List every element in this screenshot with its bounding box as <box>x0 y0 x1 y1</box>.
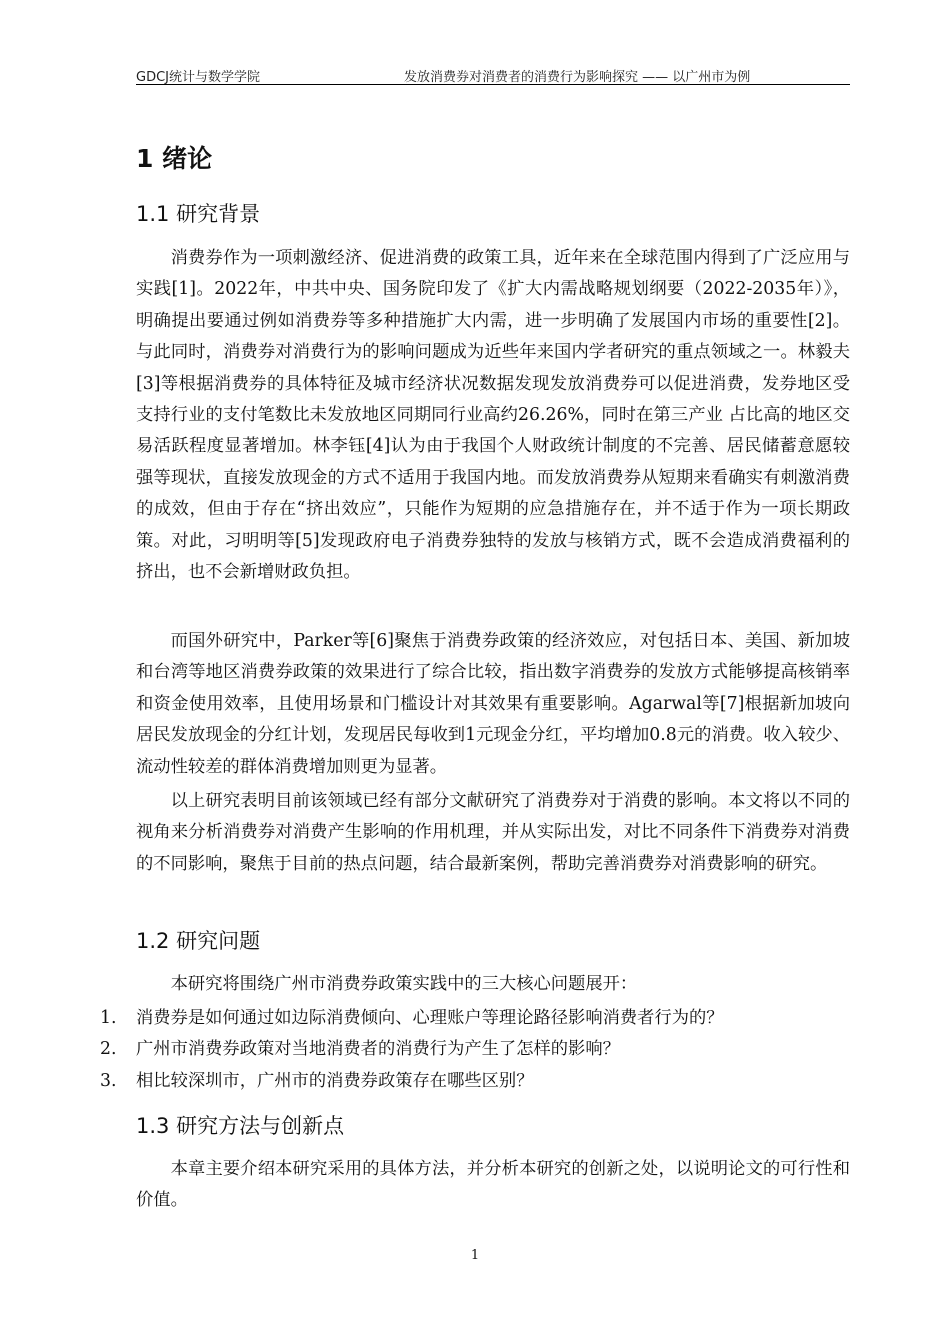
list-item-number: 2. <box>100 1039 117 1060</box>
list-item-text: 消费券是如何通过如边际消费倾向、心理账户等理论路径影响消费者行为的？ <box>136 1008 724 1028</box>
section-title-1-3: 1.3 研究方法与创新点 <box>136 1114 345 1138</box>
paragraph-background-2: 而国外研究中，Parker等[6]聚焦于消费券政策的经济效应，对包括日本、美国、新加坡和台湾等地区消费券政策的效果进行了综合比较，指出数字消费券的发放方式能够提高核销率和资金使用效率，且使用场景和门槛设计对其效果有重要影响。Agarwal等[7]根据新加坡向居民发放现金的分红计划，发现居民每收到1元现金分红，平均增加0.8元的消费。收入较少、流动性较差的群体消费增加则更为显著。 <box>136 631 850 777</box>
section-title-1-1: 1.1 研究背景 <box>136 202 261 226</box>
list-item-text: 广州市消费券政策对当地消费者的消费行为产生了怎样的影响？ <box>136 1039 620 1060</box>
list-item-number: 3. <box>100 1070 117 1091</box>
list-item-number: 1. <box>100 1008 117 1028</box>
list-item-text: 相比较深圳市，广州市的消费券政策存在哪些区别？ <box>136 1070 534 1091</box>
header-institution: GDCJ统计与数学学院 <box>136 70 260 85</box>
paragraph-questions-intro: 本研究将围绕广州市消费券政策实践中的三大核心问题展开： <box>170 974 638 994</box>
list-item <box>100 1066 850 1097</box>
paragraph-methods-intro: 本章主要介绍本研究采用的具体方法，并分析本研究的创新之处，以说明论文的可行性和价值。 <box>136 1159 850 1211</box>
paragraph-background-3: 以上研究表明目前该领域已经有部分文献研究了消费券对于消费的影响。本文将以不同的视角来分析消费券对消费产生影响的作用机理，并从实际出发，对比不同条件下消费券对消费的不同影响，聚焦于目前的热点问题，结合最新案例，帮助完善消费券对消费影响的研究。 <box>136 791 850 874</box>
list-item <box>100 1003 850 1034</box>
page-header <box>136 66 850 85</box>
chapter-title: 1 绪论 <box>136 144 213 173</box>
paragraph-background-1: 消费券作为一项刺激经济、促进消费的政策工具，近年来在全球范围内得到了广泛应用与实践[1]。2022年，中共中央、国务院印发了《扩大内需战略规划纲要（2022-2035年）》，明确提出要通过例如消费券等多种措施扩大内需，进一步明确了发展国内市场的重要性[2]。与此同时，消费券对消费行为的影响问题成为近些年来国内学者研究的重点领域之一。林毅夫[3]等根据消费券的具体特征及城市经济状况数据发现发放消费券可以促进消费，发券地区受支持行业的支付笔数比未发放地区同期同行业高约26.26%，同时在第三产业 占比高的地区交易活跃程度显著增加。林李钰[4]认为由于我国个人财政统计制度的不完善、居民储蓄意愿较强等现状，直接发放现金的方式不适用于我国内地。而发放消费券从短期来看确实有刺激消费的成效，但由于存在“挤出效应”，只能作为短期的应急措施存在，并不适于作为一项长期政策。对此，习明明等[5]发现政府电子消费券独特的发放与核销方式，既不会造成消费福利的挤出，也不会新增财政负担。 <box>136 248 850 583</box>
page-number: 1 <box>470 1248 480 1263</box>
research-questions-list <box>100 1003 850 1097</box>
header-paper-title: 发放消费券对消费者的消费行为影响探究 —— 以广州市为例 <box>404 70 751 85</box>
list-item <box>100 1034 850 1065</box>
section-title-1-2: 1.2 研究问题 <box>136 929 261 953</box>
